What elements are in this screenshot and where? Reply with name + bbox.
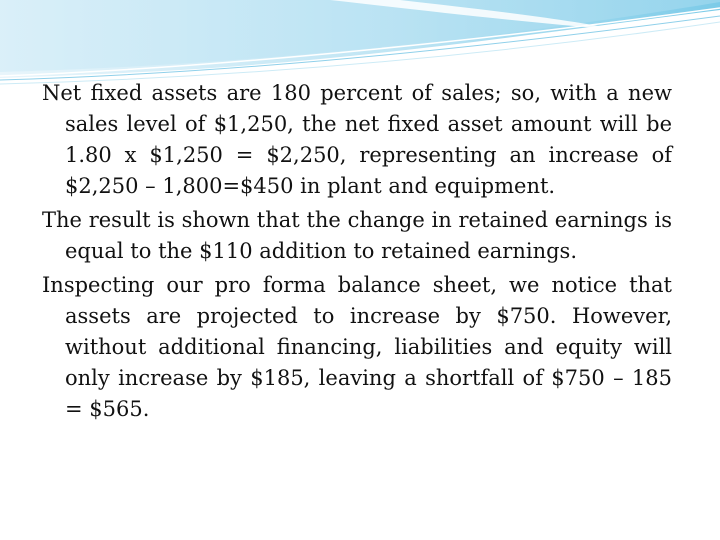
paragraph-net-fixed-assets: Net fixed assets are 180 percent of sales; so, with a new sales level of $1,250, the net fixed asset amount will be 1.80 x $1,250 = $2,250, representing an increase of $2,250 – 1,800=$450 in plant and equipment.: [42, 81, 672, 198]
slide-body: [42, 78, 672, 428]
wave-band-front: [0, 0, 720, 72]
paragraph-retained-earnings: The result is shown that the change in retained earnings is equal to the $110 addition to retained earnings.: [42, 208, 672, 263]
wave-header-decoration: [0, 0, 720, 90]
paragraph-pro-forma-balance: Inspecting our pro forma balance sheet, we notice that assets are projected to increase by $750. However, without additional financing, liabilities and equity will only increase by $185, leaving a shortfall of $750 – 185 = $565.: [42, 273, 672, 421]
